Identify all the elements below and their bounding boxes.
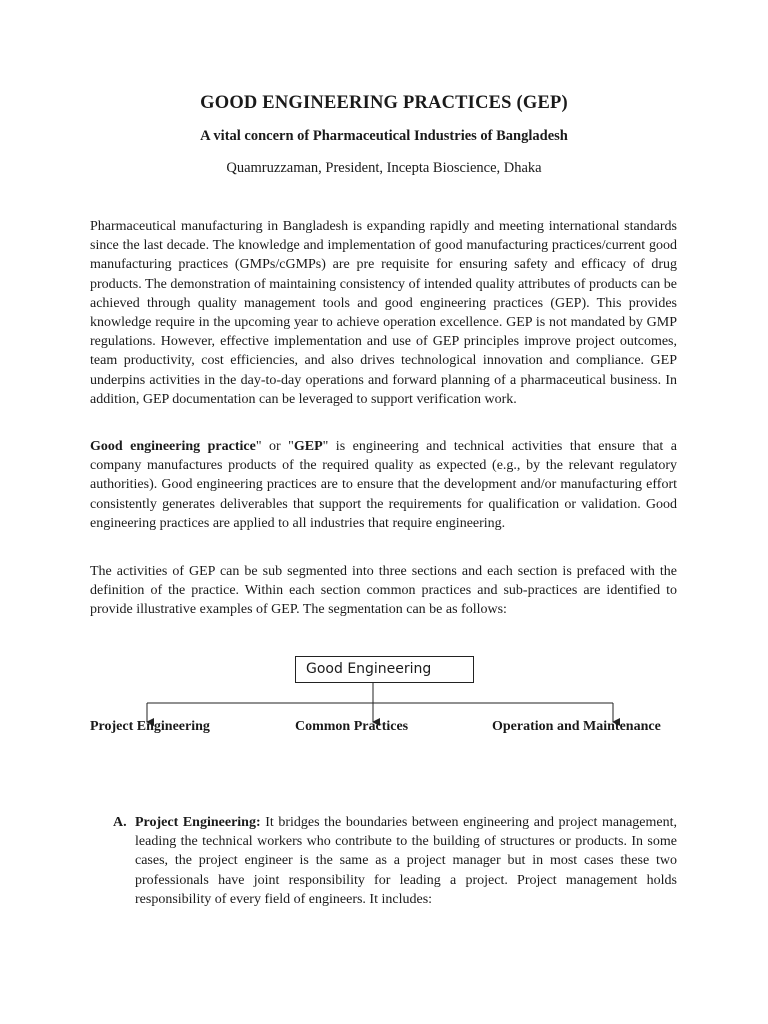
section-a-heading: Project Engineering:	[135, 815, 261, 830]
diagram-node-operation-maintenance: Operation and Maintenance	[492, 719, 661, 734]
gep-definition-paragraph	[90, 437, 677, 533]
author-line: Quamruzzaman, President, Incepta Bioscience, Dhaka	[226, 160, 542, 176]
definition-text: " is engineering and technical activities that ensure that a company manufactures products of the required quality as expected (e.g., by the relevant regulatory authorities). Good engineering practices are to ensure that the development and/or manufacturing effort consistently generates deliverables that support the requirements for qualification or validation. Good engineering practices are applied to all industries that require engineering.	[90, 439, 677, 531]
gep-hierarchy-diagram	[0, 640, 768, 750]
definition-connector: " or "	[255, 439, 294, 454]
diagram-root-box: Good Engineering	[295, 656, 474, 683]
document-subtitle: A vital concern of Pharmaceutical Industries of Bangladesh	[200, 128, 568, 144]
diagram-node-common-practices: Common Practices	[295, 719, 409, 734]
segmentation-paragraph: The activities of GEP can be sub segmented into three sections and each section is prefaced with the definition of the practice. Within each section common practices and sub-practices are identified to provide illustrative examples of GEP. The segmentation can be as follows:	[90, 564, 677, 618]
intro-paragraph: Pharmaceutical manufacturing in Bangladesh is expanding rapidly and meeting international standards since the last decade. The knowledge and implementation of good manufacturing practices/current good manufacturing practices (GMPs/cGMPs) are pre requisite for ensuring safety and efficacy of drug products. The demonstration of maintaining consistency of intended quality attributes of products can be achieved through quality management tools and good engineering practices (GEP). This provides knowledge require in the upcoming year to achieve operation excellence. GEP is not mandated by GMP regulations. However, effective implementation and use of GEP principles improve project outcomes, team productivity, cost efficiencies, and also drives technological innovation and compliance. GEP underpins activities in the day-to-day operations and forward planning of a pharmaceutical business. In addition, GEP documentation can be leveraged to support verification work.	[90, 219, 677, 407]
term-gep: GEP	[293, 439, 323, 454]
diagram-node-project-engineering: Project Engineering	[90, 719, 210, 734]
document-title: GOOD ENGINEERING PRACTICES (GEP)	[200, 93, 568, 113]
section-a-marker: A.	[113, 815, 127, 830]
term-good-engineering-practice: Good engineering practice	[90, 439, 256, 454]
section-a-body	[135, 813, 677, 909]
section-a-text: It bridges the boundaries between engineering and project management, leading the technical workers who contribute to the building of structures or products. In some cases, the project engineer is the same as a project manager but in most cases these two professionals have joint responsibility for leading a project. Project management holds responsibility of every field of engineers. It includes:	[135, 815, 678, 907]
